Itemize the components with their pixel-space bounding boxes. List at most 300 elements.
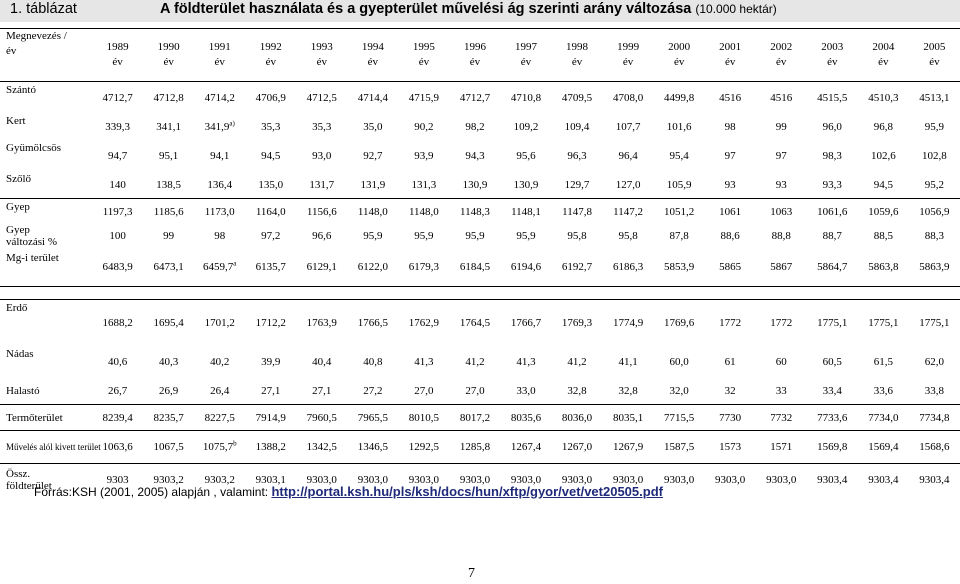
cell-value: 96,3 [567,149,587,162]
value-cell [143,199,194,225]
row-label: Halastó [0,378,92,405]
value-cell [143,113,194,140]
cell-value: 1769,3 [561,317,593,329]
cell-value: 60 [775,356,787,368]
cell-value: 1164,0 [255,205,286,218]
value-cell [603,248,654,287]
value-cell [552,199,603,225]
cell-value: 100 [109,230,126,242]
cell-value: 32 [724,385,736,397]
cell-value: 27,2 [363,385,383,397]
spacer-row [0,287,960,300]
cell-value: 98 [724,120,736,133]
value-cell [858,113,909,140]
value-cell [807,140,858,171]
value-cell [92,199,143,225]
value-cell [296,82,347,114]
cell-value: 4712,7 [459,91,491,104]
value-cell [245,224,296,248]
value-cell [347,431,398,464]
value-cell [705,113,756,140]
cell-value: 27,1 [261,385,281,397]
value-cell [245,431,296,464]
cell-value: 1571 [770,441,793,453]
cell-value: 98,2 [465,120,485,133]
cell-value: 9303,0 [510,473,542,486]
value-cell [603,378,654,405]
header-year-2000 [654,29,705,82]
value-cell [858,300,909,347]
value-cell [705,224,756,248]
cell-value: 1059,6 [868,205,899,218]
cell-value: 131,7 [309,178,335,191]
value-cell [603,300,654,347]
cell-value: 1766,5 [357,317,388,329]
footnote-mark: b [233,439,237,448]
value-cell [347,113,398,140]
year-unit: év [571,56,583,68]
cell-value: 1688,2 [102,317,133,329]
cell-value: 1769,6 [664,317,695,329]
cell-value: 9303,0 [561,473,593,486]
spacer-cell [0,287,960,300]
header-year-2005 [909,29,960,82]
cell-value: 4712,5 [306,91,337,104]
value-cell [245,171,296,199]
value-cell [500,248,551,287]
year-unit: év [929,56,940,68]
cell-value: 109,4 [564,120,590,133]
cell-value: 6129,1 [306,261,337,273]
year-label: 2000 [668,41,691,53]
value-cell [194,431,245,464]
value-cell [705,431,756,464]
year-label: 1990 [157,41,180,53]
value-cell [858,224,909,248]
value-cell [807,464,858,496]
value-cell [194,82,245,114]
header-year-1996 [449,29,500,82]
value-cell [858,464,909,496]
year-unit: év [724,56,736,68]
cell-value: 9303,0 [664,473,695,486]
value-cell [756,199,807,225]
cell-value: 97,2 [261,230,281,242]
cell-value: 1067,5 [153,441,184,453]
table-body [0,82,960,496]
value-cell [398,224,449,248]
year-unit: év [520,56,532,68]
value-cell [756,464,807,496]
value-cell [756,248,807,287]
cell-value: 8035,6 [510,411,542,424]
cell-value: 102,8 [922,149,947,162]
cell-value: 1569,4 [868,441,899,453]
value-cell [756,405,807,431]
cell-value: 99 [163,230,175,242]
row-label: Szőlő [6,173,32,185]
cell-value: 138,5 [156,178,182,191]
value-cell [500,405,551,431]
value-cell [909,248,960,287]
page-number: 7 [468,566,475,581]
value-cell [756,113,807,140]
cell-value: 1775,1 [919,317,950,329]
cell-value: 1051,2 [664,205,695,218]
cell-value: 9303,4 [868,473,899,486]
header-year-1993 [296,29,347,82]
cell-value: 9303,2 [204,473,235,486]
value-cell [552,113,603,140]
value-cell [92,346,143,378]
cell-value: 4715,9 [408,91,440,104]
value-cell [194,300,245,347]
year-label: 1993 [310,41,333,53]
value-cell [398,405,449,431]
value-cell [245,300,296,347]
cell-value: 40,8 [363,356,383,368]
value-cell [398,346,449,378]
value-cell [296,140,347,171]
value-cell [807,113,858,140]
cell-value: 140 [109,178,126,191]
header-label-line2: év [6,45,17,57]
cell-value: 93 [775,178,787,191]
value-cell [807,82,858,114]
value-cell [858,405,909,431]
value-cell [398,113,449,140]
cell-value: 1573 [719,441,742,453]
value-cell [807,224,858,248]
source-link[interactable]: http://portal.ksh.hu/pls/ksh/docs/hun/xftp/gyor/vet/vet20505.pdf [271,484,663,499]
cell-value: 1568,6 [919,441,950,453]
value-cell [909,113,960,140]
cell-value: 88,5 [873,230,893,242]
value-cell [705,300,756,347]
cell-value: 94,7 [107,149,128,162]
value-cell [552,224,603,248]
value-cell [245,82,296,114]
cell-value: 97 [724,149,736,162]
cell-value: 9303,0 [766,473,797,486]
cell-value: 40,2 [210,356,230,368]
year-label: 2003 [821,41,844,53]
value-cell [449,82,500,114]
year-unit: év [418,56,430,68]
value-cell [449,431,500,464]
cell-value: 35,3 [312,120,332,133]
value-cell [909,378,960,405]
value-cell [705,140,756,171]
value-cell [296,378,347,405]
cell-value: 1156,6 [306,205,337,218]
cell-value: 1197,3 [102,205,133,218]
value-cell [858,431,909,464]
cell-value: 62,0 [924,356,945,368]
cell-value: 1762,9 [408,317,440,329]
value-cell [347,378,398,405]
year-unit: év [316,56,327,68]
value-cell [449,248,500,287]
value-cell [92,171,143,199]
value-cell [909,464,960,496]
footnote-mark: a) [229,118,235,127]
cell-value: 1587,5 [664,441,695,453]
value-cell [398,140,449,171]
cell-value: 32,0 [669,385,689,397]
value-cell [654,300,705,347]
cell-value: 107,7 [615,120,641,133]
value-cell [603,199,654,225]
cell-value: 1775,1 [868,317,899,329]
cell-value: 98 [214,230,226,242]
cell-value: 95,9 [363,230,383,242]
cell-value: 96,0 [822,120,842,133]
value-cell [603,82,654,114]
cell-value: 4499,8 [664,91,695,104]
value-cell [603,346,654,378]
value-cell [500,140,551,171]
cell-value: 102,6 [870,149,896,162]
value-cell [500,82,551,114]
value-cell [654,346,705,378]
value-cell [654,224,705,248]
cell-value: 93,3 [822,178,842,191]
cell-value: 6186,3 [612,261,644,273]
cell-value: 4712,8 [153,91,184,104]
value-cell [807,248,858,287]
cell-value: 97 [775,149,787,162]
value-cell [552,300,603,347]
cell-value: 96,6 [312,230,332,242]
cell-value: 41,2 [465,356,485,368]
value-cell [858,82,909,114]
cell-value: 1285,8 [459,441,491,453]
value-cell [194,224,245,248]
cell-value: 88,3 [924,230,945,242]
cell-value: 7732 [770,411,793,424]
cell-value: 8227,5 [204,411,235,424]
table-title [160,0,777,18]
year-unit: év [622,56,634,68]
value-cell [807,300,858,347]
year-label: 2004 [872,41,895,53]
cell-value: 41,1 [618,356,638,368]
cell-value: 1267,4 [510,441,542,453]
cell-value: 41,3 [414,356,434,368]
cell-value: 32,8 [618,385,638,397]
header-year-1995 [398,29,449,82]
value-cell [654,405,705,431]
cell-value: 40,6 [107,356,128,368]
cell-value: 88,8 [771,230,791,242]
year-label: 1998 [566,41,589,53]
cell-value: 95,9 [465,230,485,242]
value-cell [909,224,960,248]
row-label: Erdő [0,300,92,347]
table-title-main: A földterület használata és a gyepterület művelési ág szerinti arány változása [160,1,692,17]
cell-value: 1148,3 [460,205,490,218]
value-cell [500,171,551,199]
cell-value: 6192,7 [561,261,593,273]
cell-value: 95,9 [414,230,434,242]
value-cell [143,431,194,464]
row-label: Kert [6,115,26,127]
value-cell [858,378,909,405]
cell-value: 99 [775,120,787,133]
cell-value: 9303,0 [408,473,440,486]
row-label-line1: Gyep [6,224,30,236]
value-cell [603,140,654,171]
row-label [0,224,92,248]
cell-value: 1775,1 [817,317,848,329]
cell-value: 4712,7 [102,91,133,104]
value-cell [909,346,960,378]
value-cell [143,346,194,378]
cell-value: 96,8 [873,120,893,133]
year-label: 1991 [208,41,231,53]
cell-value: 6184,5 [459,261,491,273]
cell-value: 33,4 [822,385,842,397]
header-year-1994 [347,29,398,82]
cell-value: 1147,2 [613,205,643,218]
cell-value: 4515,5 [817,91,848,104]
cell-value: 33,8 [924,385,945,397]
value-cell [296,346,347,378]
cell-value: 1061 [719,205,742,218]
cell-value: 95,6 [516,149,536,162]
cell-value: 341,9 [204,120,230,133]
value-cell [807,405,858,431]
cell-value: 4714,2 [204,91,235,104]
value-cell [654,82,705,114]
value-cell [347,300,398,347]
cell-value: 61,5 [873,356,893,368]
cell-value: 27,0 [465,385,485,397]
header-year-1990 [143,29,194,82]
value-cell [500,346,551,378]
cell-value: 6122,0 [357,261,388,273]
table-row-kert [0,113,960,140]
year-label: 1999 [617,41,640,53]
value-cell [245,248,296,287]
cell-value: 98,3 [822,149,842,162]
value-cell [92,248,143,287]
cell-value: 1388,2 [255,441,286,453]
cell-value: 1185,6 [153,205,184,218]
value-cell [909,431,960,464]
value-cell [858,199,909,225]
cell-value: 4706,9 [255,91,286,104]
cell-value: 9303,4 [919,473,950,486]
value-cell [449,378,500,405]
table-row-halasto [0,378,960,405]
value-cell [143,82,194,114]
value-cell [449,171,500,199]
cell-value: 96,4 [618,149,638,162]
value-cell [654,431,705,464]
value-cell [194,405,245,431]
year-unit: év [163,56,174,68]
year-label: 1995 [412,41,435,53]
value-cell [654,378,705,405]
value-cell [92,224,143,248]
cell-value: 5863,8 [868,261,899,273]
header-year-2002 [756,29,807,82]
header-year-1997 [500,29,551,82]
cell-value: 6179,3 [408,261,440,273]
row-label: Gyep [0,199,92,225]
cell-value: 7734,8 [919,411,950,424]
value-cell [296,405,347,431]
row-label-line2: változási % [6,236,58,248]
cell-value: 87,8 [669,230,689,242]
table-row-mg-terulet [0,248,960,287]
value-cell [143,405,194,431]
cell-value: 5853,9 [664,261,695,273]
value-cell [398,300,449,347]
cell-value: 90,2 [414,120,434,133]
cell-value: 1772 [719,317,742,329]
cell-value: 94,5 [873,178,893,191]
cell-value: 105,9 [666,178,692,191]
value-cell [858,346,909,378]
cell-value: 6483,9 [102,261,133,273]
value-cell [705,464,756,496]
value-cell [296,199,347,225]
value-cell [194,378,245,405]
value-cell [92,300,143,347]
value-cell [143,171,194,199]
cell-value: 7914,9 [255,411,286,424]
value-cell [756,378,807,405]
value-cell [143,224,194,248]
value-cell [449,346,500,378]
value-cell [449,300,500,347]
value-cell [449,199,500,225]
year-label: 2001 [719,41,742,53]
cell-value: 35,3 [261,120,281,133]
value-cell [756,431,807,464]
year-unit: év [214,56,225,68]
value-cell [909,300,960,347]
cell-value: 33 [775,385,787,397]
cell-value: 26,7 [107,385,128,397]
cell-value: 94,5 [261,149,281,162]
cell-value: 1173,0 [204,205,235,218]
value-cell [603,113,654,140]
cell-value: 6135,7 [255,261,286,273]
value-cell [654,113,705,140]
cell-value: 93,0 [312,149,332,162]
cell-value: 4513,1 [919,91,950,104]
cell-value: 95,9 [516,230,536,242]
table-row-erdo [0,300,960,347]
year-label: 1996 [463,41,486,53]
cell-value: 341,1 [156,120,182,133]
cell-value: 4516 [719,91,742,104]
cell-value: 60,5 [822,356,842,368]
value-cell [296,224,347,248]
cell-value: 4510,3 [868,91,899,104]
cell-value: 94,3 [465,149,485,162]
header-year-1998 [552,29,603,82]
cell-value: 60,0 [669,356,689,368]
table-row-gyep-valtozas [0,224,960,248]
value-cell [347,248,398,287]
table-row-szanto [0,82,960,114]
header-label [0,29,92,82]
